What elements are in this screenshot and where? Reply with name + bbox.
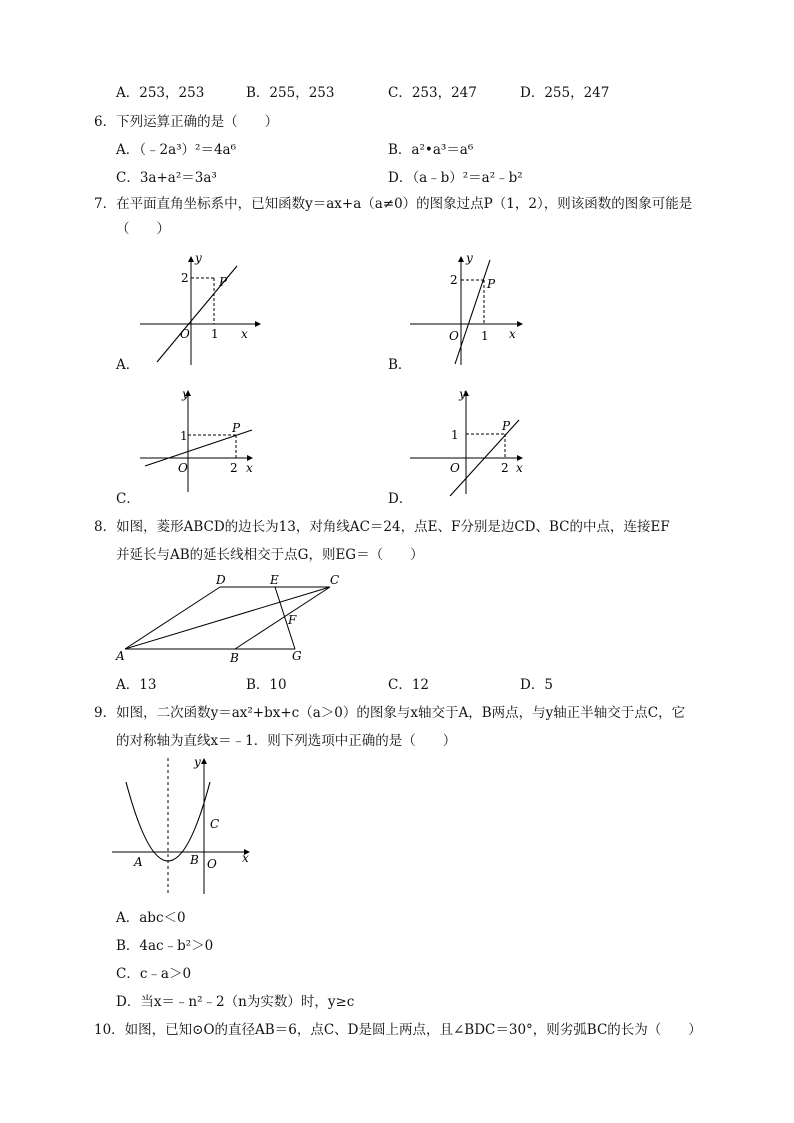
y-axis-arrow — [201, 758, 207, 764]
q6-option-c: C．3a+a²＝3a³ — [116, 170, 217, 186]
label-y: y — [194, 755, 201, 769]
q9-stem-line2: 的对称轴为直线x＝﹣1．则下列选项中正确的是（ ） — [116, 733, 457, 749]
origin-label: O — [450, 461, 460, 475]
q7-graph-c — [135, 384, 265, 494]
origin-label: O — [180, 327, 190, 341]
x-tick: 1 — [481, 329, 489, 343]
x-label: x — [241, 327, 248, 341]
y-axis-arrow — [188, 256, 194, 262]
q9-parabola-figure — [108, 754, 258, 899]
label-e: E — [270, 573, 279, 587]
y-label: y — [459, 387, 466, 401]
origin-label: O — [449, 329, 459, 343]
q7-option-d: D． — [388, 491, 413, 507]
x-axis-arrow — [517, 321, 523, 327]
q8-option-c: C．12 — [388, 677, 430, 693]
y-label: y — [195, 251, 202, 265]
y-label: y — [466, 251, 473, 265]
x-tick: 1 — [211, 327, 219, 341]
y-axis-arrow — [458, 256, 464, 262]
q10-stem: 10．如图，已知⊙O的直径AB＝6，点C、D是圆上两点，且∠BDC＝30°，则劣弧BC的长为（ ） — [94, 1022, 702, 1038]
point-label: P — [219, 275, 228, 289]
q5-option-b: B．255，253 — [246, 85, 335, 101]
q8-stem-line1: 8．如图，菱形ABCD的边长为13，对角线AC＝24，点E、F分别是边CD、BC的中点，连接EF — [94, 519, 670, 535]
label-c: C — [330, 573, 340, 587]
q7-option-c: C． — [116, 491, 140, 507]
label-g: G — [292, 649, 302, 663]
q6-stem: 6．下列运算正确的是（ ） — [94, 114, 279, 130]
label-b: B — [190, 853, 199, 867]
y-tick: 1 — [180, 429, 188, 443]
q9-option-d: D．当x＝﹣n²﹣2（n为实数）时，y≥c — [116, 994, 355, 1010]
q8-option-d: D．5 — [520, 677, 553, 693]
q7-graph-a — [135, 250, 265, 370]
x-tick: 2 — [501, 461, 509, 475]
q7-stem-line2: （ ） — [116, 221, 170, 237]
x-label: x — [516, 461, 523, 475]
point-label: P — [232, 421, 241, 435]
label-b: B — [230, 651, 239, 665]
label-c: C — [210, 817, 220, 831]
q7-graph-b — [405, 250, 535, 370]
q5-option-c: C．253，247 — [388, 85, 477, 101]
q7-graph-d — [405, 384, 535, 499]
q8-option-a: A．13 — [116, 677, 157, 693]
segment-ad — [125, 587, 220, 649]
q5-option-d: D．255，247 — [520, 85, 610, 101]
q8-rhombus-figure — [110, 570, 350, 670]
origin-label: O — [178, 461, 188, 475]
point-label: P — [502, 419, 511, 433]
q6-option-b: B．a²•a³＝a⁶ — [388, 142, 474, 158]
q9-stem-line1: 9．如图，二次函数y＝ax²+bx+c（a＞0）的图象与x轴交于A，B两点，与y轴正半轴交于点C，它 — [94, 705, 686, 721]
q7-stem-line1: 7．在平面直角坐标系中，已知函数y＝ax+a（a≠0）的图象过点P（1，2），则该函数的图象可能是 — [94, 196, 693, 212]
q9-option-a: A．abc＜0 — [116, 910, 186, 926]
x-tick: 2 — [230, 461, 238, 475]
q6-option-a: A．（﹣2a³）²＝4a⁶ — [116, 142, 237, 158]
point-label: P — [487, 277, 496, 291]
y-tick: 2 — [181, 271, 189, 285]
x-axis-arrow — [255, 321, 261, 327]
function-line — [455, 260, 490, 364]
q7-option-a: A． — [116, 357, 140, 373]
label-f: F — [288, 613, 297, 627]
segment-cb — [235, 587, 330, 649]
q7-option-b: B． — [388, 357, 412, 373]
q9-option-b: B．4ac﹣b²＞0 — [116, 938, 214, 954]
q9-option-c: C．c﹣a＞0 — [116, 966, 192, 982]
x-label: x — [246, 461, 253, 475]
q8-stem-line2: 并延长与AB的延长线相交于点G，则EG＝（ ） — [116, 547, 424, 563]
q5-option-a: A．253，253 — [116, 85, 205, 101]
y-tick: 2 — [450, 273, 458, 287]
q6-option-d: D．（a﹣b）²＝a²﹣b² — [388, 170, 523, 186]
label-a: A — [134, 855, 143, 869]
y-label: y — [182, 387, 189, 401]
label-o: O — [207, 857, 217, 871]
diagonal-ac — [125, 587, 330, 649]
q8-option-b: B．10 — [246, 677, 287, 693]
label-x: x — [242, 851, 249, 865]
label-d: D — [216, 573, 226, 587]
y-tick: 1 — [451, 428, 459, 442]
label-a: A — [116, 649, 125, 663]
x-label: x — [509, 327, 516, 341]
